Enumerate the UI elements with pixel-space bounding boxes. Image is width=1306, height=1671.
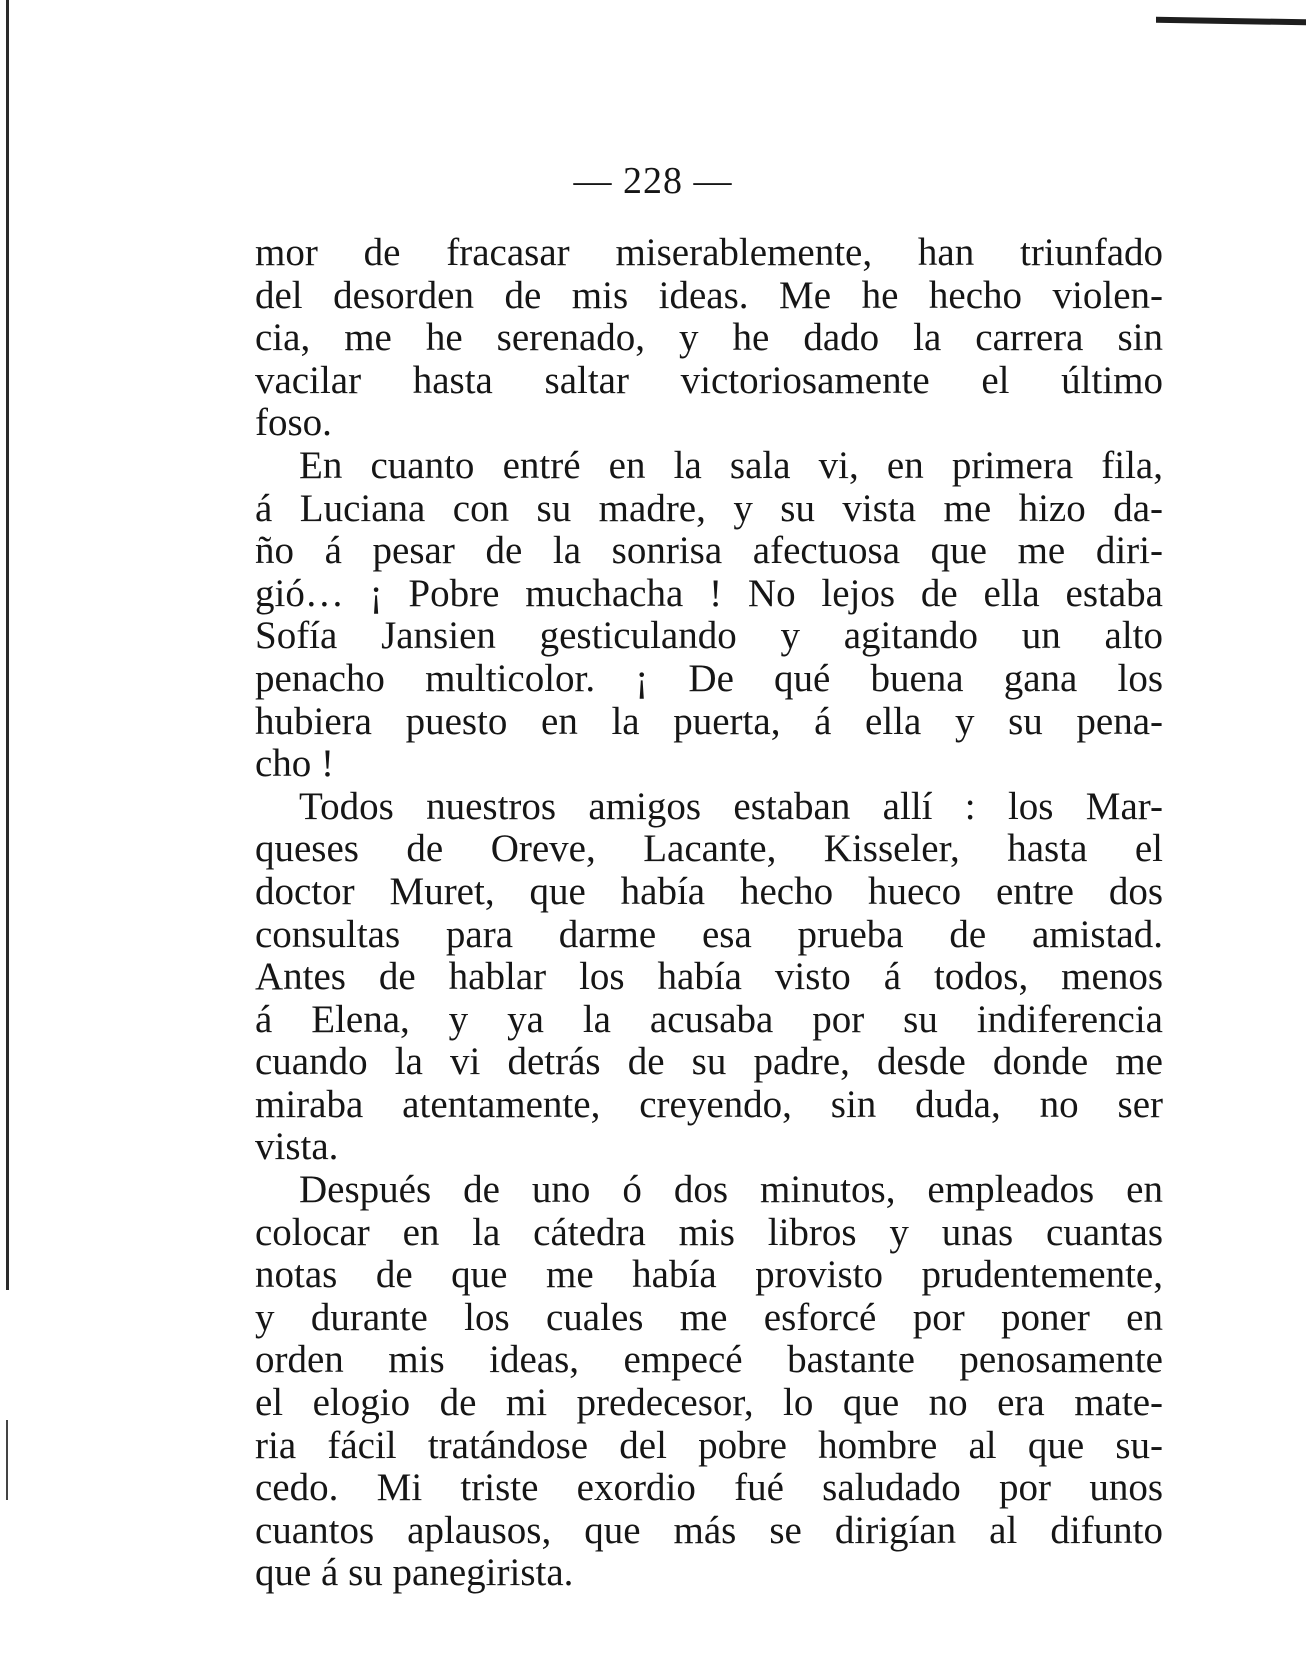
text-line: consultas para darme esa prueba de amistad. bbox=[255, 912, 1163, 956]
text-line: miraba atentamente, creyendo, sin duda, no ser bbox=[255, 1082, 1163, 1126]
text-line: Todos nuestros amigos estaban allí : los Mar- bbox=[299, 784, 1163, 828]
text-line: doctor Muret, que había hecho hueco entre dos bbox=[255, 869, 1163, 913]
text-line: ño á pesar de la sonrisa afectuosa que me diri- bbox=[255, 529, 1163, 573]
paragraph bbox=[255, 445, 1163, 786]
paragraph bbox=[255, 232, 1163, 445]
paragraph bbox=[255, 1169, 1163, 1595]
text-line: á Elena, y ya la acusaba por su indiferencia bbox=[255, 997, 1163, 1041]
text-line: En cuanto entré en la sala vi, en primera fila, bbox=[299, 443, 1163, 487]
text-line: orden mis ideas, empecé bastante penosamente bbox=[255, 1338, 1163, 1382]
body-text bbox=[255, 232, 1163, 1595]
text-line: notas de que me había provisto prudentemente, bbox=[255, 1253, 1163, 1297]
text-line: Después de uno ó dos minutos, empleados en bbox=[299, 1168, 1163, 1212]
text-line: á Luciana con su madre, y su vista me hizo da- bbox=[255, 486, 1163, 530]
text-line: gió… ¡ Pobre muchacha ! No lejos de ella estaba bbox=[255, 571, 1163, 615]
text-line: vacilar hasta saltar victoriosamente el último bbox=[255, 358, 1163, 402]
paragraph bbox=[255, 786, 1163, 1169]
page-number: — 228 — bbox=[573, 160, 733, 202]
text-line: foso. bbox=[255, 401, 332, 445]
text-line: cho ! bbox=[255, 742, 335, 786]
text-line: penacho multicolor. ¡ De qué buena gana los bbox=[255, 656, 1163, 700]
text-line: vista. bbox=[255, 1125, 339, 1169]
text-line: del desorden de mis ideas. Me he hecho violen- bbox=[255, 273, 1163, 317]
text-line: y durante los cuales me esforcé por poner en bbox=[255, 1295, 1163, 1339]
text-line: cuantos aplausos, que más se dirigían al difunto bbox=[255, 1508, 1163, 1552]
text-line: cedo. Mi triste exordio fué saludado por unos bbox=[255, 1466, 1163, 1510]
text-line: cuando la vi detrás de su padre, desde donde me bbox=[255, 1040, 1163, 1084]
text-line: ria fácil tratándose del pobre hombre al que su- bbox=[255, 1423, 1163, 1467]
text-line: que á su panegirista. bbox=[255, 1551, 574, 1595]
text-line: colocar en la cátedra mis libros y unas cuantas bbox=[255, 1210, 1163, 1254]
page-edge-rule-lower bbox=[6, 1420, 8, 1500]
text-line: mor de fracasar miserablemente, han triunfado bbox=[255, 231, 1163, 274]
page-corner-mark bbox=[1156, 17, 1306, 26]
text-line: Antes de hablar los había visto á todos, menos bbox=[255, 955, 1163, 999]
text-line: cia, me he serenado, y he dado la carrera sin bbox=[255, 316, 1163, 360]
text-line: el elogio de mi predecesor, lo que no era mate- bbox=[255, 1381, 1163, 1425]
text-line: hubiera puesto en la puerta, á ella y su pena- bbox=[255, 699, 1163, 743]
text-line: queses de Oreve, Lacante, Kisseler, hasta el bbox=[255, 827, 1163, 871]
text-line: Sofía Jansien gesticulando y agitando un alto bbox=[255, 614, 1163, 658]
